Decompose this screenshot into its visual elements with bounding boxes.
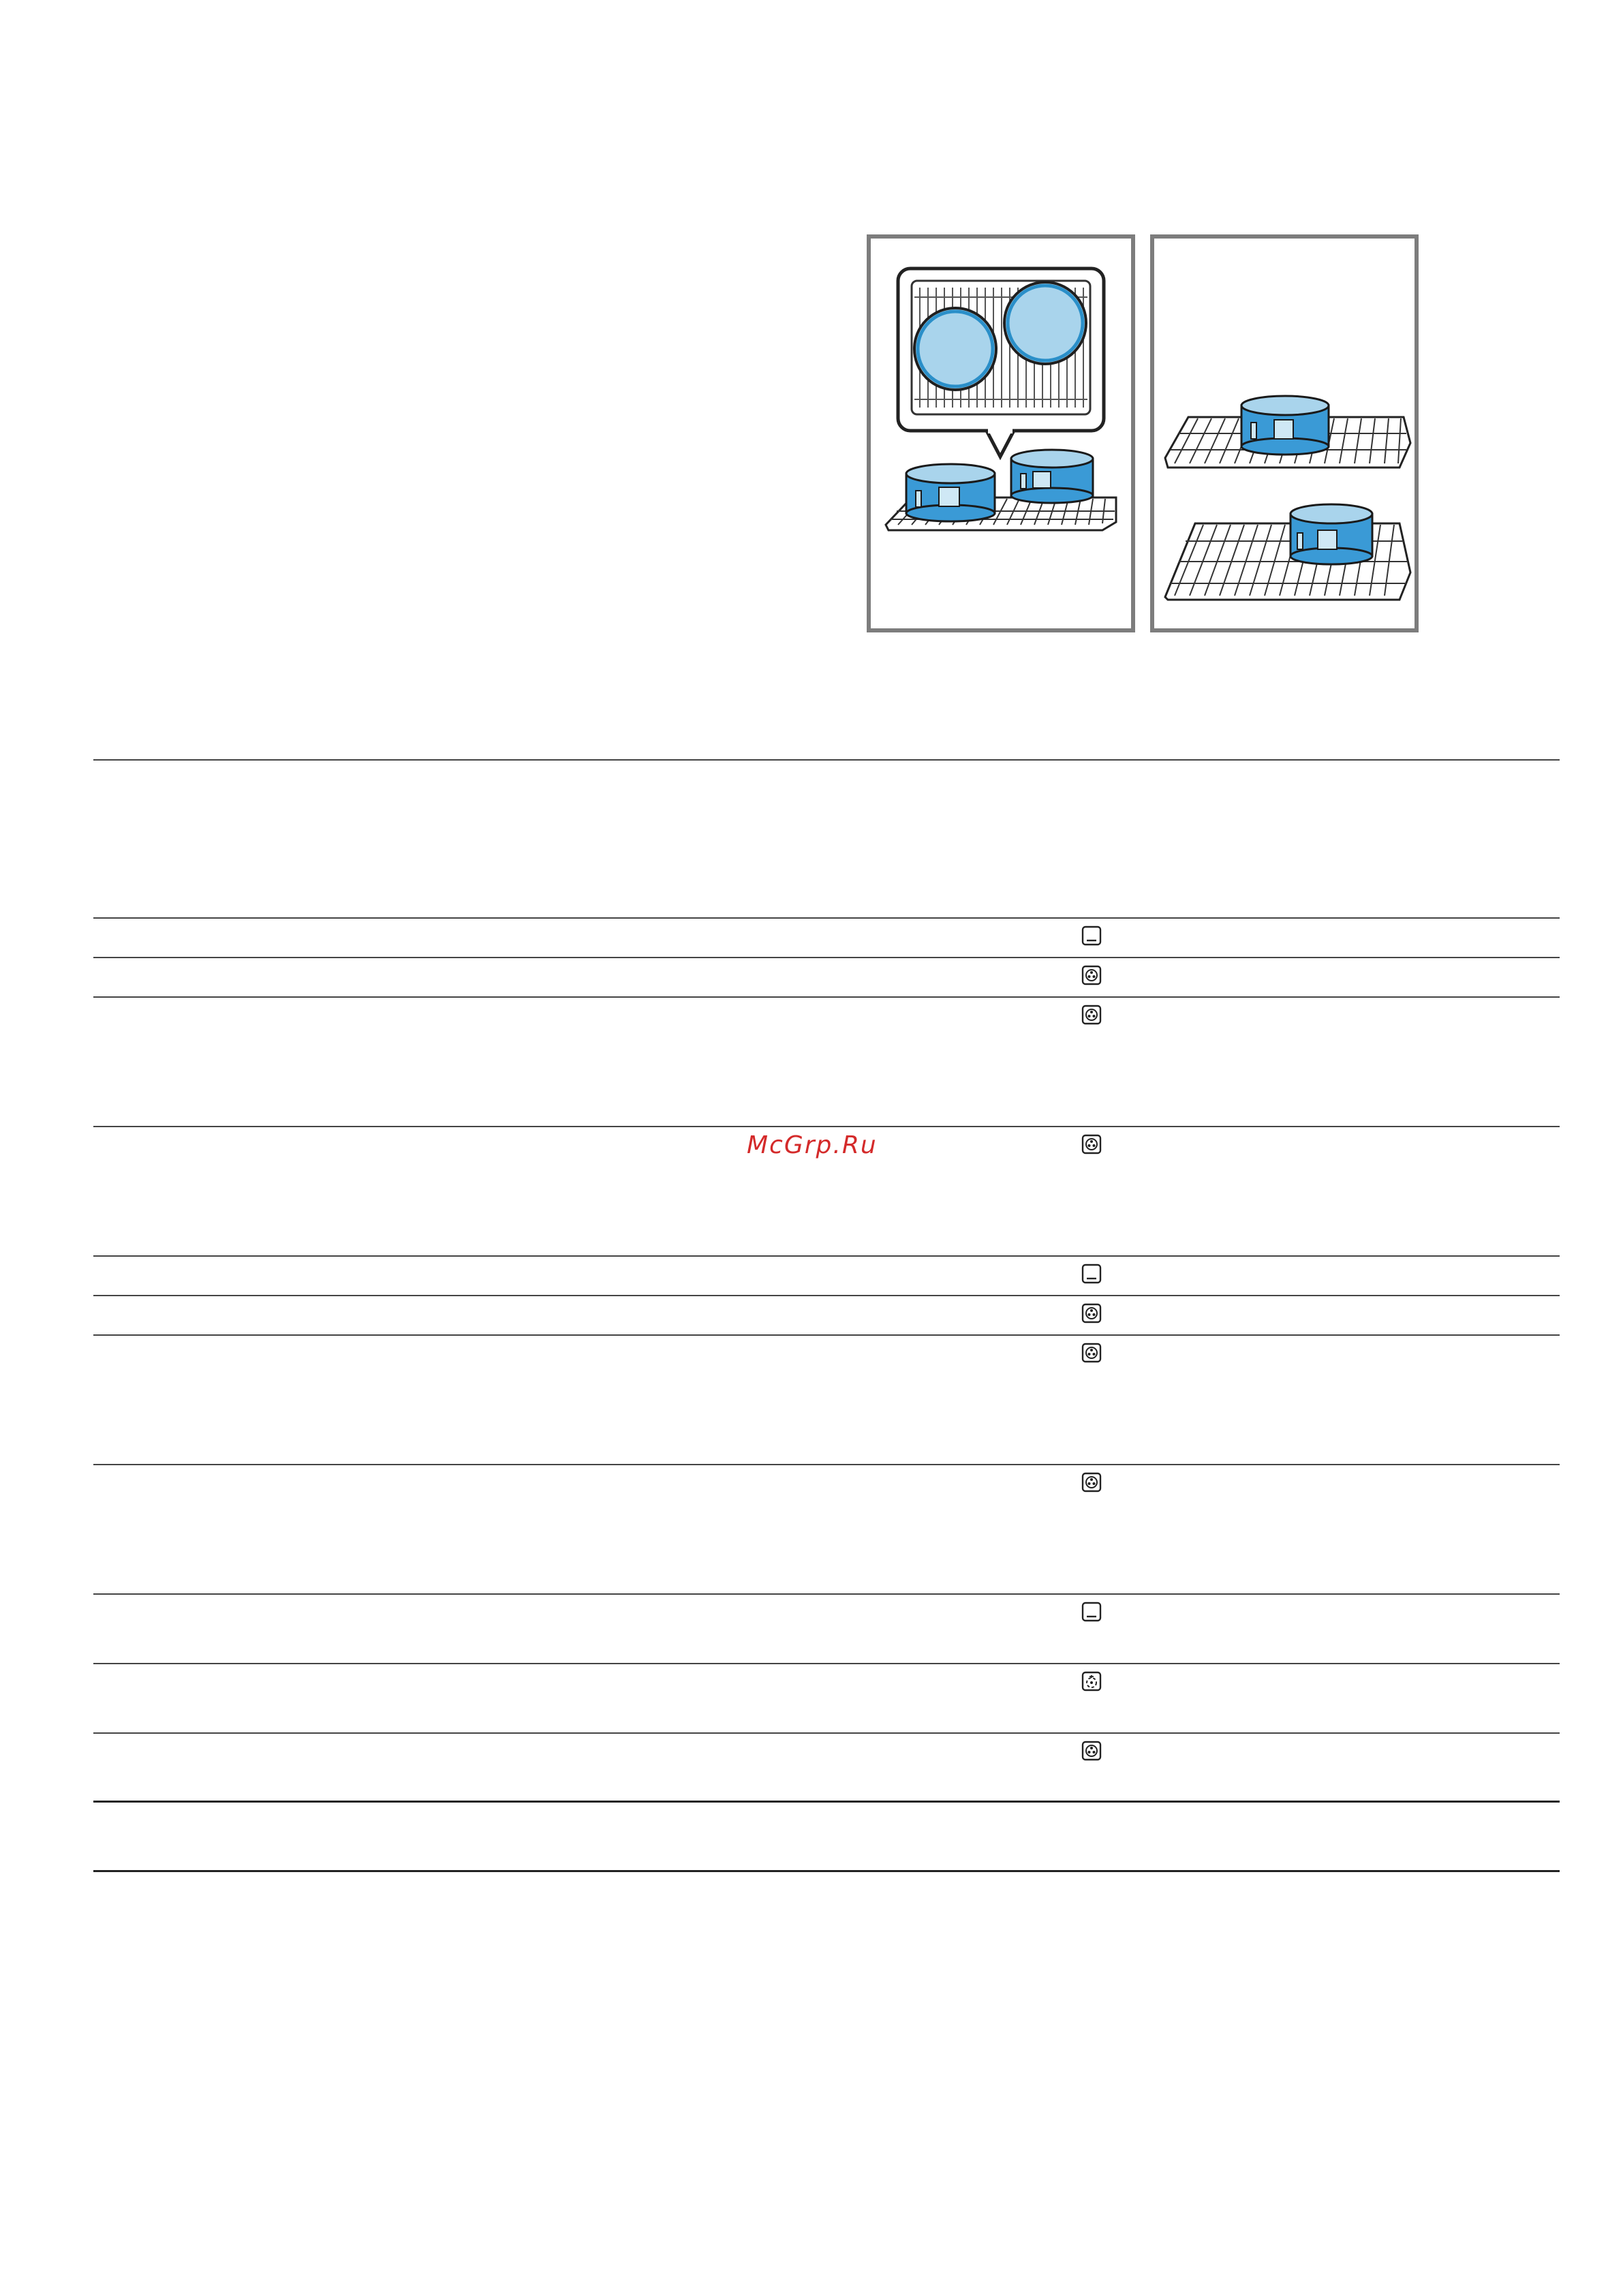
- top-bottom-heating-icon: [1081, 1602, 1102, 1622]
- hot-air-icon: [1081, 1343, 1102, 1363]
- table-row: [93, 996, 1560, 1126]
- two-level-rack-drawing: [1154, 239, 1415, 628]
- illustration-tins-two-levels: [1150, 234, 1419, 632]
- hot-air-icon: [1081, 1005, 1102, 1025]
- table-row: [93, 917, 1560, 957]
- table-row: [93, 1295, 1560, 1334]
- watermark: McGrp.Ru: [747, 1131, 878, 1159]
- illustration-two-tins-side-by-side: [867, 234, 1135, 632]
- table-row: [93, 1334, 1560, 1464]
- top-bottom-heating-icon: [1081, 1264, 1102, 1284]
- table-row: [93, 1255, 1560, 1295]
- table-row: [93, 957, 1560, 996]
- table-row: [93, 1464, 1560, 1593]
- table-row: [93, 1732, 1560, 1802]
- table-bottom-rule: [93, 1870, 1560, 1872]
- table-row: [93, 1802, 1560, 1870]
- hot-air-icon: [1081, 965, 1102, 985]
- top-bottom-heating-icon: [1081, 925, 1102, 946]
- hot-air-icon: [1081, 1741, 1102, 1761]
- table-row: [93, 1593, 1560, 1663]
- hot-air-icon: [1081, 1134, 1102, 1154]
- table-header: [93, 759, 1560, 916]
- table-row: [93, 1126, 1560, 1255]
- hot-air-icon: [1081, 1472, 1102, 1493]
- table-row: [93, 1663, 1560, 1732]
- two-tins-rack-drawing: [871, 239, 1131, 628]
- hot-air-eco-icon: [1081, 1671, 1102, 1692]
- hot-air-icon: [1081, 1303, 1102, 1323]
